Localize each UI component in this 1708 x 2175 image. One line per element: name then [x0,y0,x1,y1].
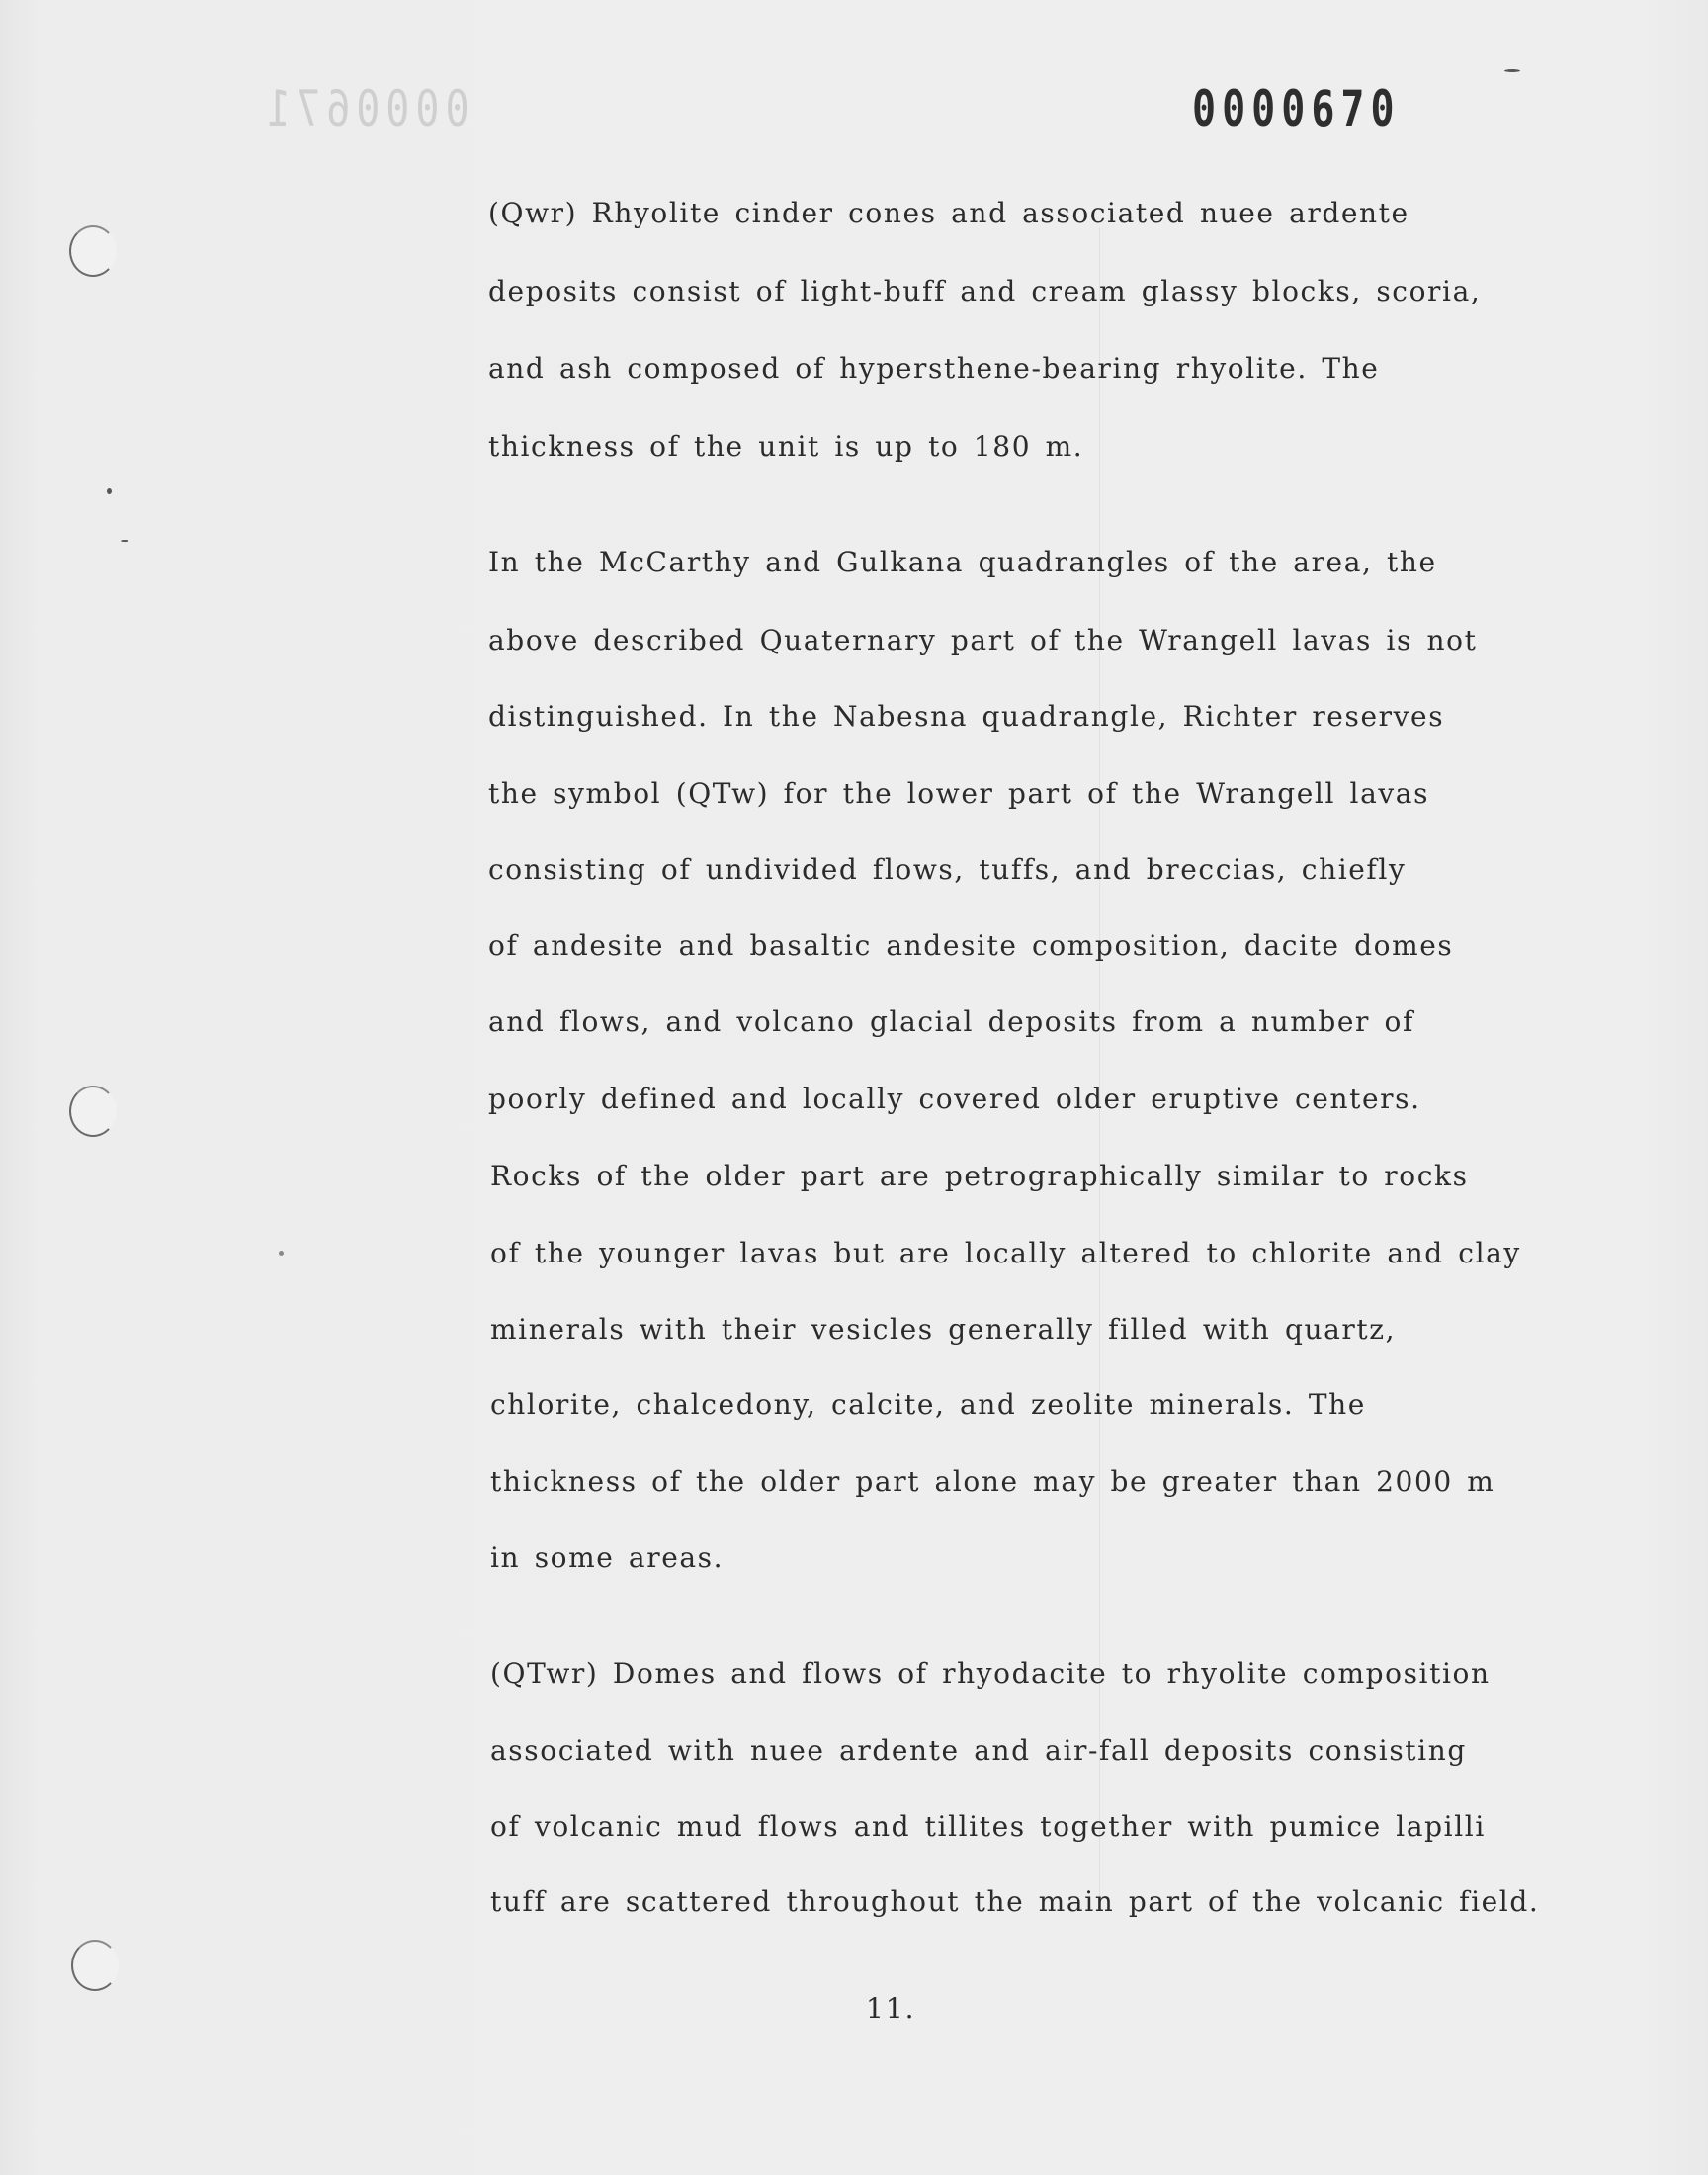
paragraph-line: minerals with their vesicles generally filled with quartz, [490,1313,1397,1346]
paragraph-line: of the younger lavas but are locally altered to chlorite and clay [490,1237,1521,1269]
paragraph-line: chlorite, chalcedony, calcite, and zeolite minerals. The [490,1388,1366,1421]
paragraph-line: distinguished. In the Nabesna quadrangle, Richter reserves [488,700,1445,733]
punch-hole-bottom [71,1940,119,1991]
document-stamp-number: 0000670 [1192,81,1401,138]
paragraph-line: (Qwr) Rhyolite cinder cones and associated nuee ardente [488,197,1409,229]
scan-speck [279,1251,284,1256]
paragraph-line: thickness of the unit is up to 180 m. [488,430,1084,463]
paragraph-line: consisting of undivided flows, tuffs, and breccias, chiefly [488,853,1407,886]
paragraph-line: above described Quaternary part of the Wrangell lavas is not [488,624,1478,656]
bleedthrough-stamp-number: 0000671 [261,81,470,138]
scan-speck [1504,69,1520,72]
scan-speck [107,488,112,494]
paragraph-line: of volcanic mud flows and tillites together with pumice lapilli [490,1810,1486,1843]
paragraph-line: deposits consist of light-buff and cream glassy blocks, scoria, [488,275,1482,307]
paragraph-line: and flows, and volcano glacial deposits from a number of [488,1005,1414,1038]
paragraph-line: Rocks of the older part are petrographically similar to rocks [490,1160,1469,1192]
paragraph-line: the symbol (QTw) for the lower part of the Wrangell lavas [488,777,1430,810]
punch-hole-middle [69,1086,117,1137]
paragraph-line: of andesite and basaltic andesite composition, dacite domes [488,929,1454,962]
paragraph-line: In the McCarthy and Gulkana quadrangles of the area, the [488,546,1437,578]
paragraph-line: tuff are scattered throughout the main part of the volcanic field. [490,1885,1540,1918]
paragraph-line: and ash composed of hypersthene-bearing rhyolite. The [488,352,1380,385]
paragraph-line: (QTwr) Domes and flows of rhyodacite to rhyolite composition [490,1657,1491,1690]
punch-hole-top [69,225,117,277]
paragraph-line: thickness of the older part alone may be greater than 2000 m [490,1465,1495,1498]
page-number: 11. [866,1992,916,2025]
scan-speck [121,540,128,542]
paragraph-line: in some areas. [490,1541,725,1574]
paragraph-line: associated with nuee ardente and air-fall deposits consisting [490,1734,1467,1767]
paragraph-line: poorly defined and locally covered older eruptive centers. [488,1083,1421,1115]
